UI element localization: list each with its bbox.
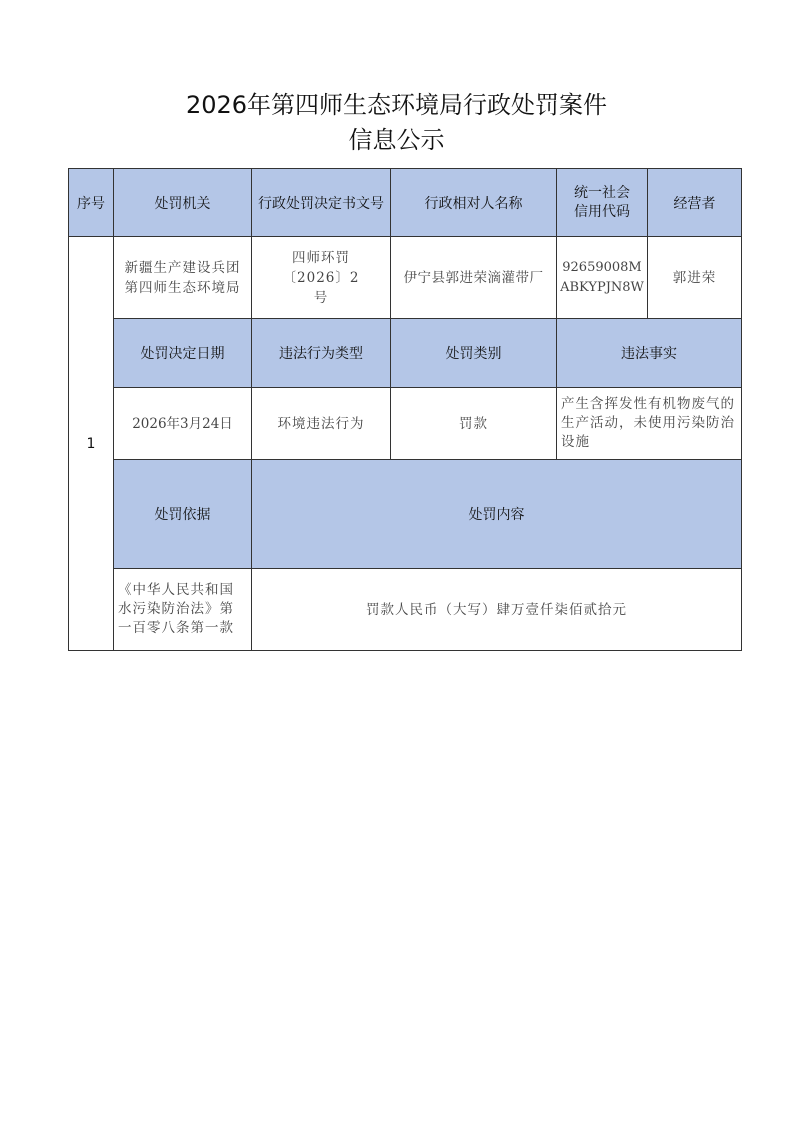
header-content: 处罚内容 (252, 460, 742, 569)
header-operator: 经营者 (648, 169, 742, 237)
penalty-info-table (68, 168, 742, 651)
header-facts: 违法事实 (557, 319, 742, 388)
header-date: 处罚决定日期 (114, 319, 252, 388)
header-violation-type: 违法行为类型 (252, 319, 391, 388)
record-operator: 郭进荣 (648, 237, 742, 319)
header-seq: 序号 (69, 169, 114, 237)
record-row-1 (69, 237, 742, 319)
record-violation-type: 环境违法行为 (252, 388, 391, 460)
record-facts: 产生含挥发性有机物废气的生产活动，未使用污染防治设施 (557, 388, 742, 460)
record-authority: 新疆生产建设兵团第四师生态环境局 (114, 237, 252, 319)
header-penalty-category: 处罚类别 (391, 319, 557, 388)
record-penalty-category: 罚款 (391, 388, 557, 460)
header-row-2 (69, 319, 742, 388)
record-credit-code: 92659008MABKYPJN8W (557, 237, 648, 319)
header-basis: 处罚依据 (114, 460, 252, 569)
record-doc-no: 四师环罚〔2026〕2号 (252, 237, 391, 319)
header-row-3 (69, 460, 742, 569)
header-authority: 处罚机关 (114, 169, 252, 237)
header-row-1 (69, 169, 742, 237)
header-party: 行政相对人名称 (391, 169, 557, 237)
header-doc-no: 行政处罚决定书文号 (252, 169, 391, 237)
record-basis: 《中华人民共和国水污染防治法》第一百零八条第一款 (114, 569, 252, 651)
record-seq: 1 (69, 237, 114, 651)
record-date: 2026年3月24日 (114, 388, 252, 460)
record-party: 伊宁县郭进荣滴灌带厂 (391, 237, 557, 319)
page-subtitle: 信息公示 (348, 126, 445, 154)
record-row-2 (69, 388, 742, 460)
page-title: 2026年第四师生态环境局行政处罚案件 (185, 91, 608, 119)
record-row-3 (69, 569, 742, 651)
header-credit-code: 统一社会信用代码 (557, 169, 648, 237)
record-content: 罚款人民币（大写）肆万壹仟柒佰贰拾元 (252, 569, 742, 651)
